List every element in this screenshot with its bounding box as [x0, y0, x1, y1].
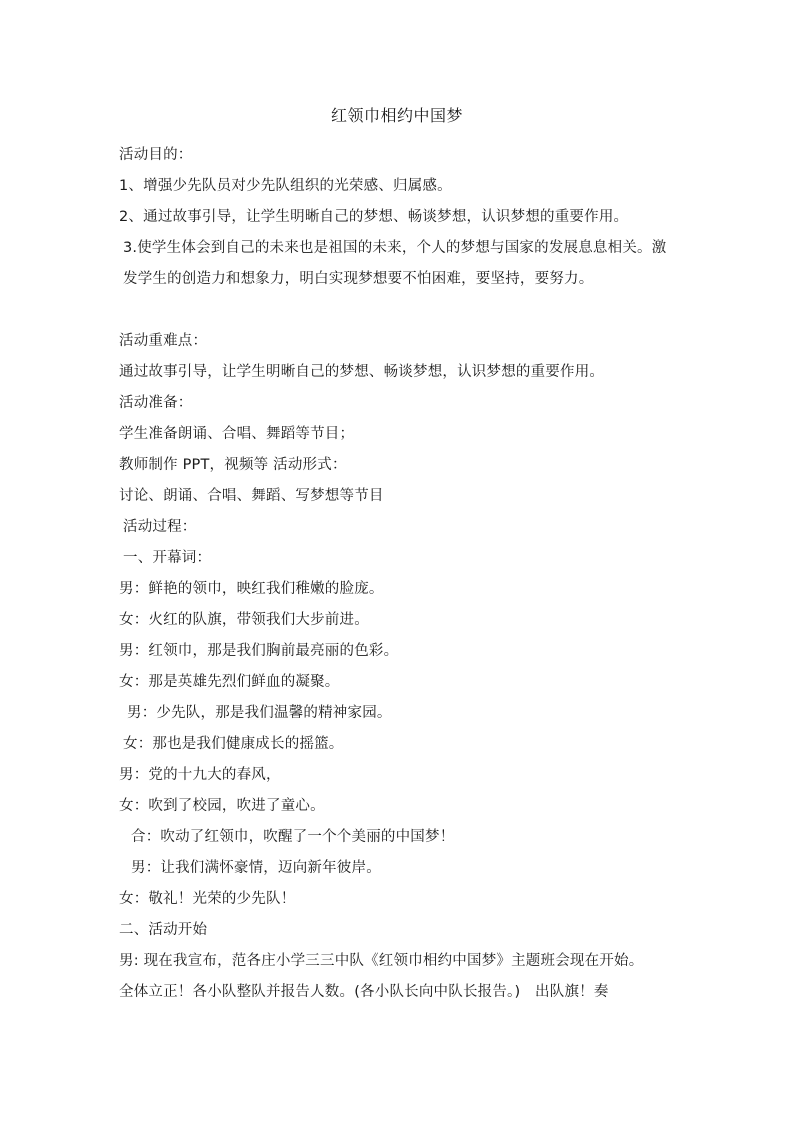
- subheading-opening: 一、开幕词：: [123, 550, 212, 566]
- preparation-students: 学生准备朗诵、合唱、舞蹈等节目；: [119, 426, 355, 442]
- dialogue-line: 男：红领巾，那是我们胸前最亮丽的色彩。: [119, 643, 399, 659]
- section-heading-key-points: 活动重难点：: [119, 333, 208, 349]
- objective-item-3: 3.使学生体会到自己的未来也是祖国的未来，个人的梦想与国家的发展息息相关。激发学生的创造力和想象力，明白实现梦想要不怕困难，要坚持，要努力。: [123, 240, 667, 287]
- dialogue-line: 全体立正！各小队整队并报告人数。(各小队长向中队长报告。) 出队旗！奏: [119, 984, 609, 1000]
- dialogue-line: 女：那也是我们健康成长的摇篮。: [123, 736, 344, 752]
- section-heading-process: 活动过程：: [123, 519, 197, 535]
- dialogue-line: 男：让我们满怀豪情，迈向新年彼岸。: [131, 860, 381, 876]
- section-heading-preparation: 活动准备：: [119, 395, 193, 411]
- preparation-teacher: 教师制作 PPT，视频等 活动形式：: [119, 457, 347, 473]
- dialogue-line: 女：那是英雄先烈们鲜血的凝聚。: [119, 674, 340, 690]
- subheading-activity-start: 二、活动开始: [119, 922, 208, 938]
- dialogue-line: 男：鲜艳的领巾，映红我们稚嫩的脸庞。: [119, 581, 384, 597]
- document-body: [119, 140, 679, 1008]
- section-heading-objectives: 活动目的：: [119, 147, 193, 163]
- dialogue-line: 男：少先队，那是我们温馨的精神家园。: [127, 705, 392, 721]
- objective-item-1: 1、增强少先队员对少先队组织的光荣感、归属感。: [119, 178, 452, 194]
- paragraph-spacer: [119, 295, 679, 326]
- key-points-text: 通过故事引导，让学生明晰自己的梦想、畅谈梦想，认识梦想的重要作用。: [119, 364, 605, 380]
- dialogue-line: 男: 现在我宣布，范各庄小学三三中队《红领巾相约中国梦》主题班会现在开始。: [119, 953, 644, 969]
- dialogue-line: 男：党的十九大的春风，: [119, 767, 281, 783]
- dialogue-line: 合：吹动了红领巾，吹醒了一个个美丽的中国梦！: [131, 829, 455, 845]
- dialogue-line: 女：火红的队旗，带领我们大步前进。: [119, 612, 369, 628]
- dialogue-line: 女：吹到了校园，吹进了童心。: [119, 798, 325, 814]
- document-title: 红领巾相约中国梦: [330, 106, 463, 125]
- objective-item-2: 2、通过故事引导，让学生明晰自己的梦想、畅谈梦想，认识梦想的重要作用。: [119, 209, 629, 225]
- dialogue-line: 女：敬礼！光荣的少先队！: [119, 891, 296, 907]
- activity-forms: 讨论、朗诵、合唱、舞蹈、写梦想等节目: [119, 488, 384, 504]
